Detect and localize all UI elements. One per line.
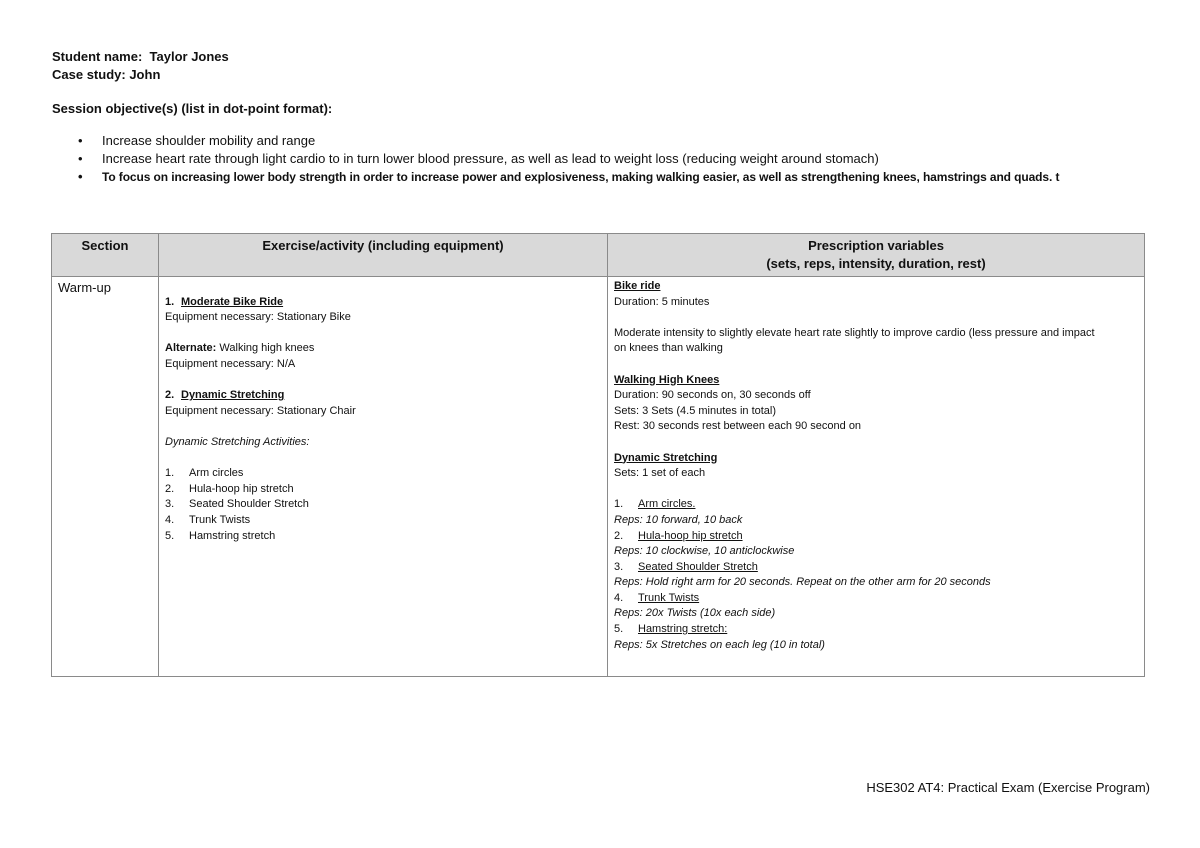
prescription-text: Duration: 5 minutes xyxy=(614,295,710,308)
list-item: 5. Hamstring stretch: xyxy=(614,623,728,636)
list-item: 3. Seated Shoulder Stretch xyxy=(165,498,309,511)
prescription-dynamic-title: Dynamic Stretching xyxy=(614,451,718,464)
stretch-reps: Reps: 5x Stretches on each leg (10 in total) xyxy=(614,638,825,651)
list-item: 1. Arm circles xyxy=(165,467,244,480)
prescription-text: on knees than walking xyxy=(614,342,723,355)
bullet-icon: • xyxy=(78,151,83,166)
objective-text: Increase shoulder mobility and range xyxy=(102,133,316,148)
prescription-text: Sets: 3 Sets (4.5 minutes in total) xyxy=(614,404,777,417)
activities-title: Dynamic Stretching Activities: xyxy=(165,435,310,448)
page-footer: HSE302 AT4: Practical Exam (Exercise Program) xyxy=(866,780,1150,795)
case-study-line xyxy=(52,66,1152,84)
exercise-item-bike: 1. Moderate Bike Ride xyxy=(165,295,284,308)
student-name-label: Student name: xyxy=(52,49,143,64)
prescription-cell xyxy=(608,277,1145,677)
case-study-label: Case study: xyxy=(52,67,126,82)
objective-item xyxy=(52,168,1152,186)
prescription-text: Sets: 1 set of each xyxy=(614,467,706,480)
prescription-text: Moderate intensity to slightly elevate heart rate slightly to improve cardio (less pressure and impact xyxy=(614,326,1095,339)
case-study-value: John xyxy=(129,67,161,82)
prescription-text: Rest: 30 seconds rest between each 90 second on xyxy=(614,420,862,433)
stretch-reps: Reps: 20x Twists (10x each side) xyxy=(614,607,776,620)
bullet-icon: • xyxy=(78,133,83,148)
prescription-bike-title: Bike ride xyxy=(614,280,661,292)
objectives-list xyxy=(52,132,1152,186)
exercise-equipment: Equipment necessary: N/A xyxy=(165,357,296,370)
table-header-row xyxy=(52,234,1145,277)
header-prescription-line2: (sets, reps, intensity, duration, rest) xyxy=(766,256,986,271)
prescription-text: Duration: 90 seconds on, 30 seconds off xyxy=(614,389,811,402)
header-exercise: Exercise/activity (including equipment) xyxy=(159,234,608,277)
prescription-knees-title: Walking High Knees xyxy=(614,373,720,386)
student-name-value: Taylor Jones xyxy=(149,49,229,64)
list-item: 2. Hula-hoop hip stretch xyxy=(165,482,294,495)
table-row xyxy=(52,277,1145,677)
section-cell: Warm-up xyxy=(52,277,159,677)
exercise-item-stretching: 2. Dynamic Stretching xyxy=(165,389,285,402)
header-prescription-line1: Prescription variables xyxy=(808,238,944,253)
list-item: 1. Arm circles. xyxy=(614,498,696,511)
objective-item xyxy=(52,150,1152,168)
objectives-title: Session objective(s) (list in dot-point format): xyxy=(52,101,333,116)
list-item: 4. Trunk Twists xyxy=(614,591,700,604)
exercise-equipment: Equipment necessary: Stationary Chair xyxy=(165,404,356,417)
exercise-cell xyxy=(159,277,608,677)
stretch-reps: Reps: 10 clockwise, 10 anticlockwise xyxy=(614,545,795,558)
header-prescription xyxy=(608,234,1145,277)
bullet-icon: • xyxy=(78,169,83,184)
objective-item xyxy=(52,132,1152,150)
list-item: 4. Trunk Twists xyxy=(165,513,251,526)
exercise-alternate: Alternate: Walking high knees xyxy=(165,342,315,355)
document-header xyxy=(52,48,1152,186)
list-item: 5. Hamstring stretch xyxy=(165,529,276,542)
list-item: 2. Hula-hoop hip stretch xyxy=(614,529,743,542)
exercise-program-table xyxy=(51,233,1145,677)
stretch-reps: Reps: Hold right arm for 20 seconds. Repeat on the other arm for 20 seconds xyxy=(614,576,991,589)
exercise-equipment: Equipment necessary: Stationary Bike xyxy=(165,311,351,324)
header-section: Section xyxy=(52,234,159,277)
student-name-line xyxy=(52,48,1152,66)
list-item: 3. Seated Shoulder Stretch xyxy=(614,560,758,573)
objective-text: Increase heart rate through light cardio to in turn lower blood pressure, as well as lead to weight loss (reducing weight around stomach) xyxy=(102,151,879,166)
stretch-reps: Reps: 10 forward, 10 back xyxy=(614,513,743,526)
objective-text: To focus on increasing lower body strength in order to increase power and explosiveness, making walking easier, as well as strengthening knees, hamstrings and quads. t xyxy=(102,170,1060,184)
